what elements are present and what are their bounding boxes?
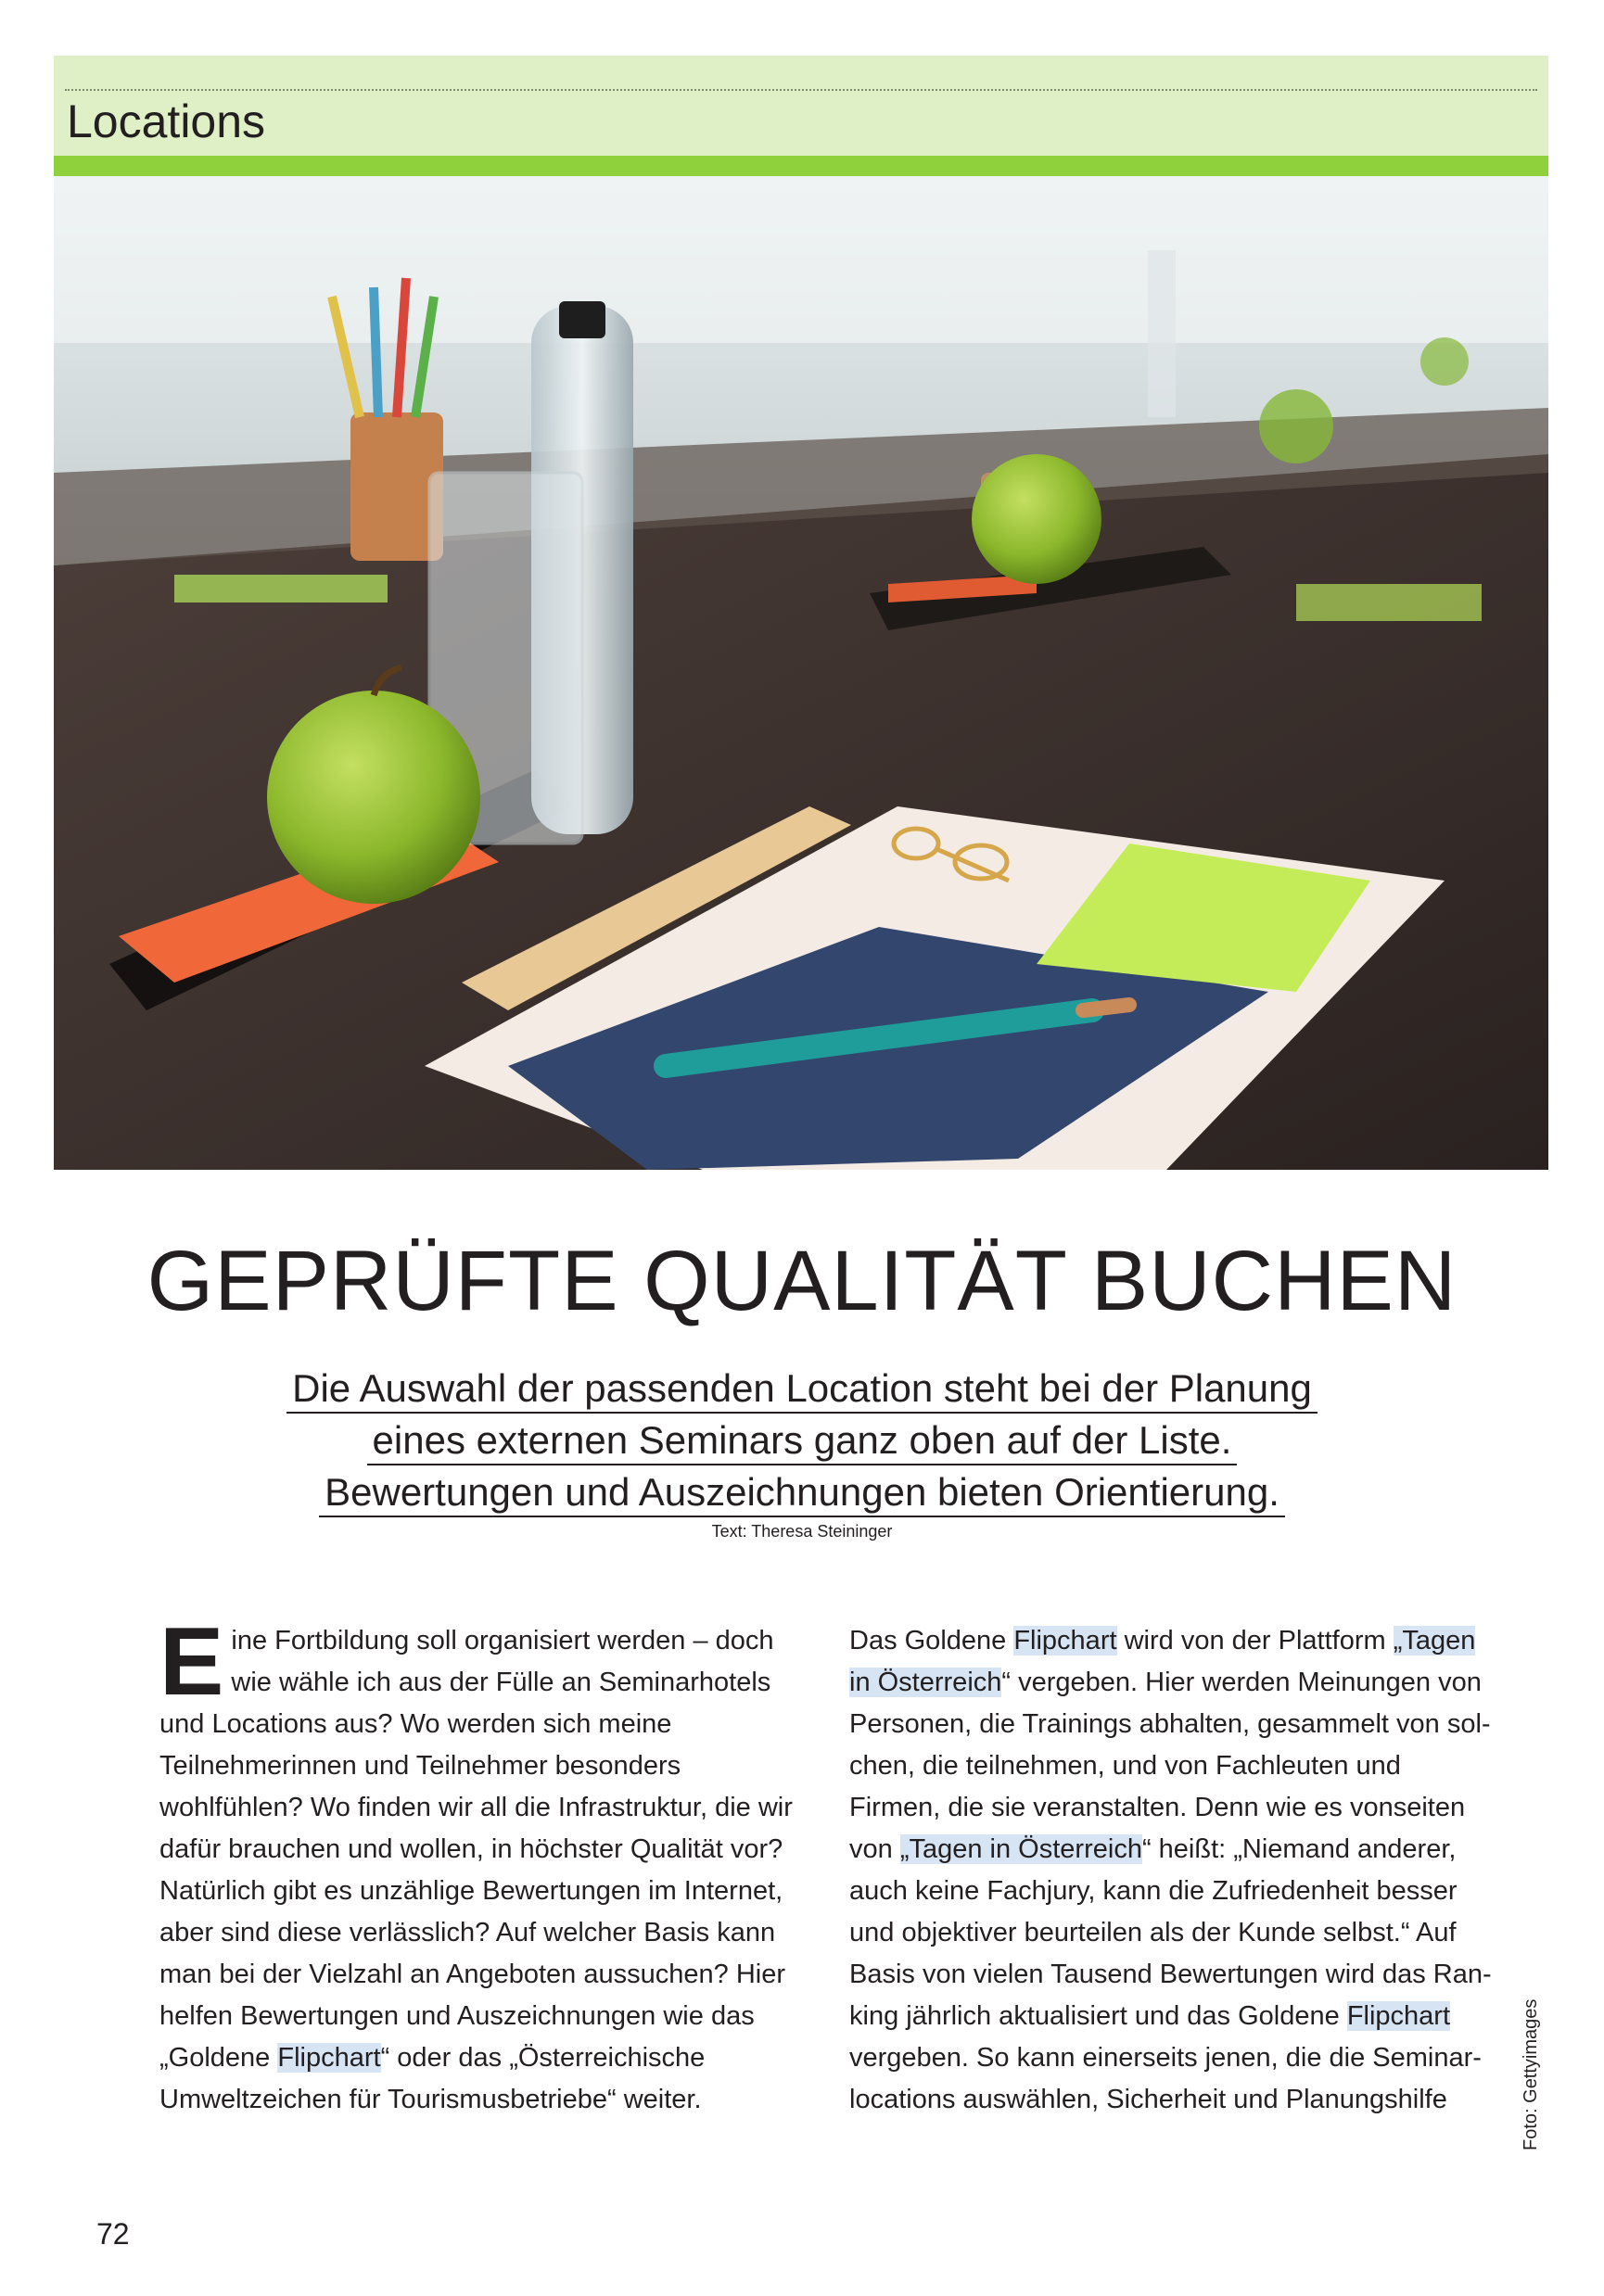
dropcap: E [159,1608,224,1716]
article-column-right [849,1620,1498,2121]
article-byline: Text: Theresa Steininger [711,1522,893,1541]
col-left-text-1: ine Fortbildung soll organisiert werden – doch wie wähle ich aus der Fülle an Seminarhotels und Locations aus? Wo werden sich meine Teilnehmerinnen und Teilnehmer besonders wohlfühlen? Wo finden wir all die Infrastruktur, die wir dafür brauchen und wollen, in höchster Qualität vor? Natürlich gibt es unzählige Bewertungen im Internet, aber sind diese verlässlich? Auf welcher Basis kann man bei der Vielzahl an Angeboten aussuchen? Hier helfen Bewertungen und Auszeichnungen wie das „Goldene [159,1626,793,2073]
highlight-flipchart[interactable]: Flipchart [277,2043,381,2073]
subline-line-2: eines externen Seminars ganz oben auf der Liste. [367,1417,1238,1465]
col-right-text-2: wird von der Plattform [1116,1626,1394,1655]
page-number: 72 [96,2217,130,2251]
col-right-text-5: vergeben. So kann einerseits jenen, die die Seminarlocations auswählen, Sicherheit und Planungshilfe [849,2043,1482,2114]
article-column-left [159,1608,818,2121]
section-title: Locations [67,95,266,147]
header-accent-bar [54,156,1548,176]
highlight-flipchart[interactable]: Flipchart [1346,2001,1451,2031]
highlight-flipchart[interactable]: Flipchart [1013,1626,1117,1655]
article-headline: GEPRÜFTE QUALITÄT BUCHEN [146,1234,1458,1328]
highlight-tagen-in-oesterreich[interactable]: „Tagen in Österreich [849,1626,1476,1697]
photo-credit: Foto: Gettyimages [1521,1998,1541,2150]
subline-line-3: Bewertungen und Auszeichnungen bieten Orientierung. [319,1469,1285,1517]
section-header [54,56,1548,156]
subline-line-1: Die Auswahl der passenden Location steht bei der Planung [286,1365,1318,1414]
highlight-tagen-in-oesterreich[interactable]: „Tagen in Österreich [899,1834,1142,1864]
conference-table-photo [54,176,1548,1170]
col-right-text-3: “ vergeben. Hier werden Meinungen von Personen, die Trainings abhalten, gesammelt von solchen, die teilnehmen, und von Fachleuten und Firmen, die sie veranstalten. Denn wie es vonseiten von [849,1668,1491,1864]
header-dotted-rule [65,89,1537,91]
col-left-text-2: “ oder das „Österreichische Umweltzeichen für Tourismusbetriebe“ weiter. [159,2043,706,2114]
article-subline [0,1363,1604,1518]
col-right-text-1: Das Goldene [849,1626,1014,1655]
col-right-text-4: “ heißt: „Niemand anderer, auch keine Fachjury, kann die Zufriedenheit besser und objektiver beurteilen als der Kunde selbst.“ Auf Basis von vielen Tausend Bewertungen wird das Ranking jährlich aktualisiert und das Goldene [849,1834,1492,2031]
